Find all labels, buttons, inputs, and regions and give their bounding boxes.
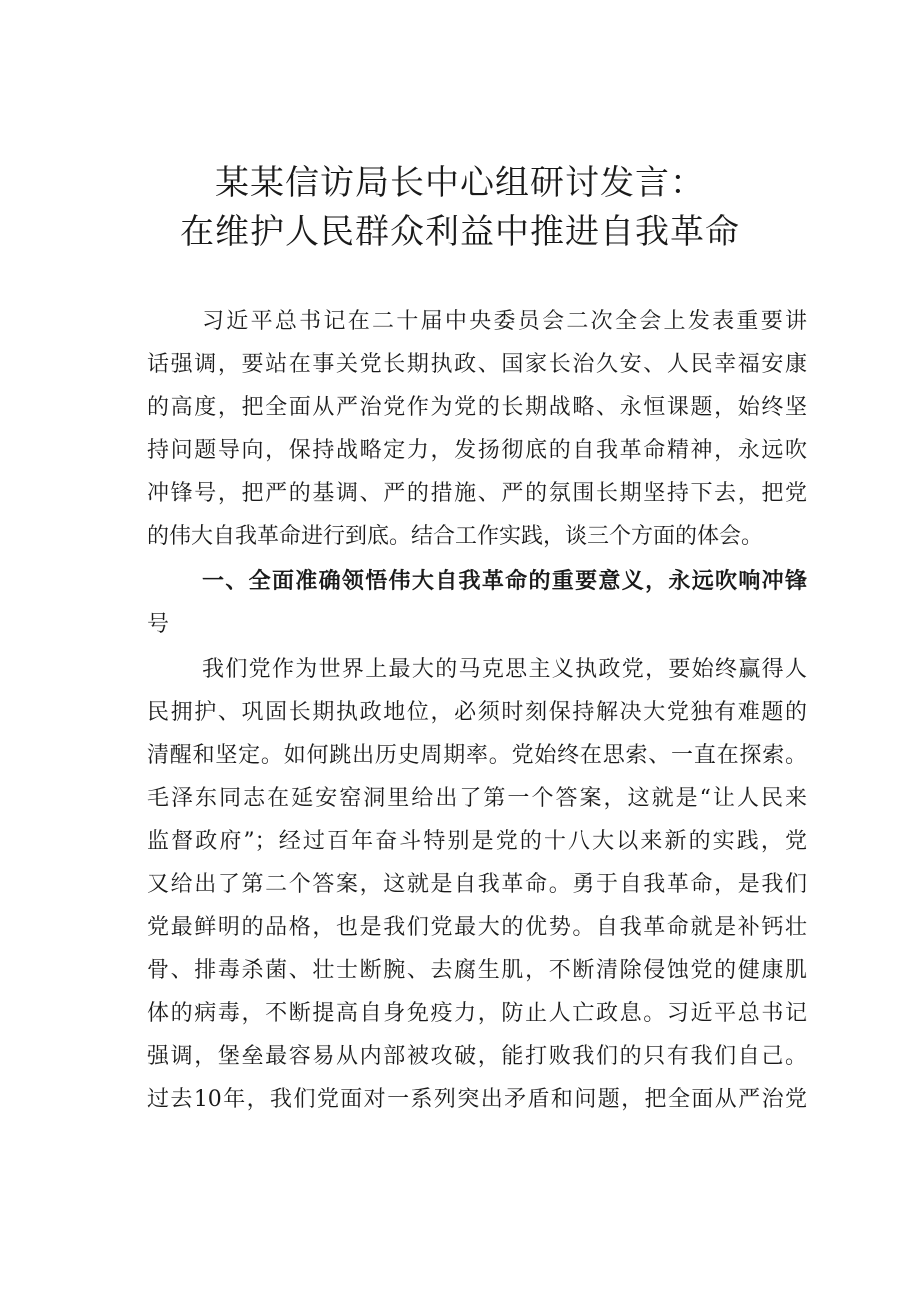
body-line: 骨、排毒杀菌、壮士断腕、去腐生肌，不断清除侵蚀党的健康肌 bbox=[147, 958, 807, 983]
section-heading-line: 号 bbox=[147, 612, 170, 637]
body-line: 我们党作为世界上最大的马克思主义执政党，要始终赢得人 bbox=[202, 657, 807, 682]
intro-line: 的伟大自我革命进行到底。结合工作实践，谈三个方面的体会。 bbox=[147, 524, 764, 549]
document-title-line-1: 某某信访局长中心组研讨发言： bbox=[215, 163, 705, 203]
body-line: 清醒和坚定。如何跳出历史周期率。党始终在思索、一直在探索。 bbox=[147, 743, 807, 768]
body-line: 党最鲜明的品格，也是我们党最大的优势。自我革命就是补钙壮 bbox=[147, 915, 807, 940]
section-heading-line: 一、全面准确领悟伟大自我革命的重要意义，永远吹响冲锋 bbox=[202, 569, 807, 594]
intro-line: 习近平总书记在二十届中央委员会二次全会上发表重要讲 bbox=[202, 309, 807, 334]
intro-line: 话强调，要站在事关党长期执政、国家长治久安、人民幸福安康 bbox=[147, 352, 807, 377]
body-line: 过去10年，我们党面对一系列突出矛盾和问题，把全面从严治党 bbox=[147, 1087, 807, 1112]
body-line: 又给出了第二个答案，这就是自我革命。勇于自我革命，是我们 bbox=[147, 872, 807, 897]
intro-line: 持问题导向，保持战略定力，发扬彻底的自我革命精神，永远吹 bbox=[147, 438, 807, 463]
body-line: 监督政府”；经过百年奋斗特别是党的十八大以来新的实践，党 bbox=[147, 829, 807, 854]
intro-line: 的高度，把全面从严治党作为党的长期战略、永恒课题，始终坚 bbox=[147, 395, 807, 420]
body-line: 体的病毒，不断提高自身免疫力，防止人亡政息。习近平总书记 bbox=[147, 1001, 807, 1026]
body-line: 毛泽东同志在延安窑洞里给出了第一个答案，这就是“让人民来 bbox=[147, 786, 807, 811]
intro-line: 冲锋号，把严的基调、严的措施、严的氛围长期坚持下去，把党 bbox=[147, 481, 807, 506]
document-title-line-2: 在维护人民群众利益中推进自我革命 bbox=[180, 212, 740, 252]
body-line: 强调，堡垒最容易从内部被攻破，能打败我们的只有我们自己。 bbox=[147, 1044, 807, 1069]
body-line: 民拥护、巩固长期执政地位，必须时刻保持解决大党独有难题的 bbox=[147, 700, 807, 725]
